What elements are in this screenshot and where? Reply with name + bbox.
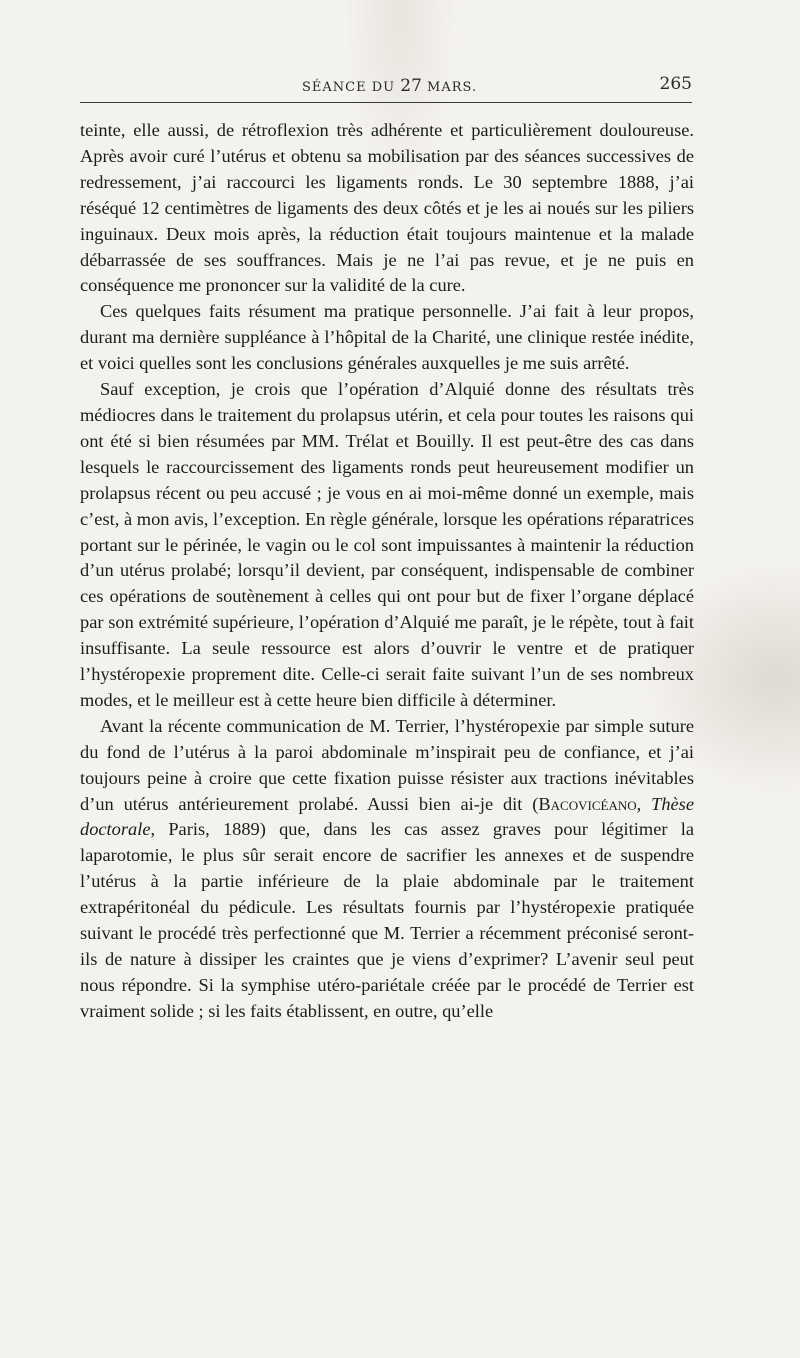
citation-author: Bacovicéano: [538, 793, 637, 814]
running-title-month: MARS.: [427, 80, 478, 95]
body-text: [80, 118, 694, 1025]
paragraph-4-part-b: , Paris, 1889) que, dans les cas assez graves pour légitimer la laparotomie, le plus sûr serait encore de sacrifier les annexes et de suspendre l’utérus à la partie inférieure de la plaie abdominale par le traitement extrapéritonéal du pédicule. Les résultats fournis par l’hystéropexie pratiquée suivant le procédé très perfectionné que M. Terrier a récemment préconisé seront-ils de nature à dissiper les craintes que je viens d’exprimer? L’avenir seul peut nous répondre. Si la symphise utéro-pariétale créée par le procédé de Terrier est vraiment solide ; si les faits établissent, en outre, qu’elle: [80, 819, 694, 1021]
paragraph-1: teinte, elle aussi, de rétroflexion très adhérente et particulièrement douloureuse. Après avoir curé l’utérus et obtenu sa mobilisation par des séances successives de redressement, j’ai raccourci les ligaments ronds. Le 30 septembre 1888, j’ai réséqué 12 centimètres de ligaments des deux côtés et je les ai noués sur les piliers inguinaux. Deux mois après, la réduction était toujours maintenue et la malade débarrassée de ses souffrances. Mais je ne l’ai pas revue, et je ne puis en conséquence me prononcer sur la validité de la cure.: [80, 120, 694, 296]
running-title: [302, 76, 477, 96]
paragraph-4: [80, 714, 694, 1025]
running-header: [80, 74, 692, 98]
paragraph-3: Sauf exception, je crois que l’opération d’Alquié donne des résultats très médiocres dans le traitement du prolapsus utérin, et cela pour toutes les raisons qui ont été si bien résumées par MM. Trélat et Bouilly. Il est peut-être des cas dans lesquels le raccourcissement des ligaments ronds peut heureusement modifier un prolapsus récent ou peu accusé ; je vous en ai moi-même donné un exemple, mais c’est, à mon avis, l’exception. En règle générale, lorsque les opérations réparatrices portant sur le périnée, le vagin ou le col sont impuissantes à maintenir la réduction d’un utérus prolabé; lorsqu’il devient, par conséquent, indispensable de combiner ces opérations de soutènement à celles qui ont pour but de fixer l’organe déplacé par son extrémité supérieure, l’opération d’Alquié me paraît, je le répète, tout à fait insuffisante. La seule ressource est alors d’ouvrir le ventre et de pratiquer l’hystéropexie proprement dite. Celle-ci serait faite suivant l’un de ses nombreux modes, et le meilleur est à cette heure bien difficile à déterminer.: [80, 379, 694, 710]
header-rule: [80, 102, 692, 103]
paragraph-2: Ces quelques faits résument ma pratique personnelle. J’ai fait à leur propos, durant ma dernière suppléance à l’hôpital de la Charité, une clinique restée inédite, et voici quelles sont les conclusions générales auxquelles je me suis arrêté.: [80, 301, 694, 374]
citation-separator: ,: [636, 793, 652, 814]
running-title-day: 27: [400, 76, 422, 96]
citation-title: Thèse doctorale: [80, 793, 694, 840]
page-number: 265: [659, 74, 692, 94]
running-title-text: SÉANCE DU: [302, 80, 396, 95]
paragraph-4-part-a: Avant la récente communication de M. Terrier, l’hystéropexie par simple suture du fond de l’utérus à la paroi abdominale m’inspirait peu de confiance, et j’ai toujours peine à croire que cette fixation puisse résister aux tractions inévitables d’un utérus antérieurement prolabé. Aussi bien ai-je dit (: [80, 715, 694, 814]
